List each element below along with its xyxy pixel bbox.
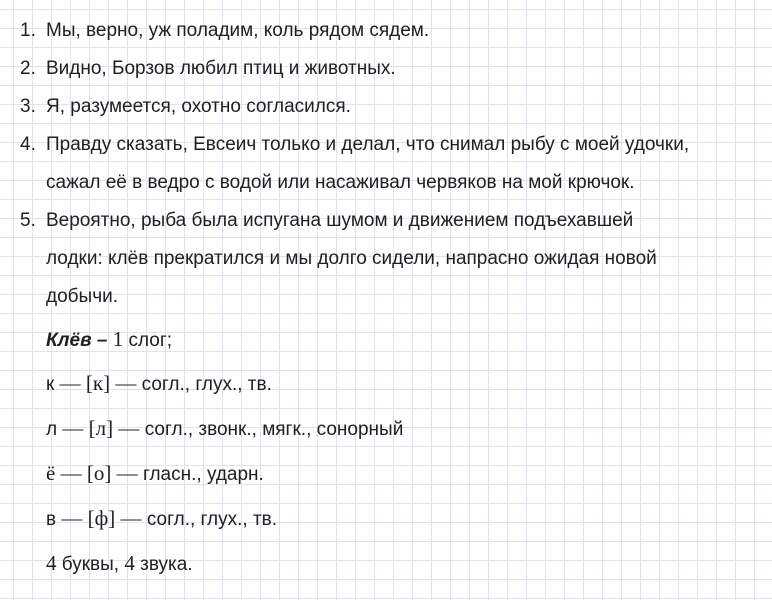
separator: — bbox=[120, 506, 142, 530]
list-text: сажал её в ведро с водой или насаживал червяков на мой крючок. bbox=[46, 172, 635, 193]
list-text: Я, разумеется, охотно согласился. bbox=[46, 96, 351, 117]
separator: — bbox=[60, 461, 82, 485]
sounds-count: 4 bbox=[124, 551, 135, 575]
list-text: добычи. bbox=[46, 286, 118, 307]
letters-label: буквы, bbox=[61, 554, 120, 575]
sound-description: согл., глух., тв. bbox=[141, 374, 272, 395]
list-text: Мы, верно, уж поладим, коль рядом сядем. bbox=[46, 20, 430, 41]
list-text: лодки: клёв прекратился и мы долго сидели, напрасно ожидая новой bbox=[46, 248, 657, 269]
separator: — bbox=[116, 461, 138, 485]
list-number: 5. bbox=[20, 210, 36, 231]
list-text: Видно, Борзов любил птиц и животных. bbox=[46, 58, 396, 79]
dash: – bbox=[96, 330, 108, 351]
syllable-label: слог; bbox=[128, 330, 173, 351]
sound-description: гласн., ударн. bbox=[142, 464, 264, 485]
separator: — bbox=[59, 371, 81, 395]
list-number: 1. bbox=[20, 20, 36, 41]
letters-count: 4 bbox=[46, 551, 57, 575]
sound-transcription: [ф] bbox=[87, 506, 116, 530]
list-text: Вероятно, рыба была испугана шумом и движением подъехавшей bbox=[46, 210, 634, 231]
sound-transcription: [к] bbox=[85, 371, 111, 395]
sound-letter: к bbox=[46, 374, 55, 395]
analyzed-word: Клёв bbox=[46, 330, 92, 351]
sound-description: согл., глух., тв. bbox=[146, 509, 278, 530]
sound-letter: в bbox=[46, 509, 57, 530]
syllable-count: 1 bbox=[112, 327, 124, 351]
list-text: Правду сказать, Евсеич только и делал, что снимал рыбу с моей удочки, bbox=[46, 134, 690, 155]
sounds-label: звука. bbox=[140, 554, 193, 575]
sound-letter: ё bbox=[46, 461, 56, 485]
separator: — bbox=[61, 506, 83, 530]
separator: — bbox=[62, 416, 84, 440]
sound-transcription: [о] bbox=[86, 461, 112, 485]
list-number: 4. bbox=[20, 134, 36, 155]
sound-description: согл., звонк., мягк., сонорный bbox=[144, 419, 404, 440]
sound-letter: л bbox=[46, 419, 58, 440]
sound-transcription: [л] bbox=[88, 416, 114, 440]
list-number: 2. bbox=[20, 58, 36, 79]
separator: — bbox=[115, 371, 137, 395]
separator: — bbox=[118, 416, 140, 440]
list-number: 3. bbox=[20, 96, 36, 117]
